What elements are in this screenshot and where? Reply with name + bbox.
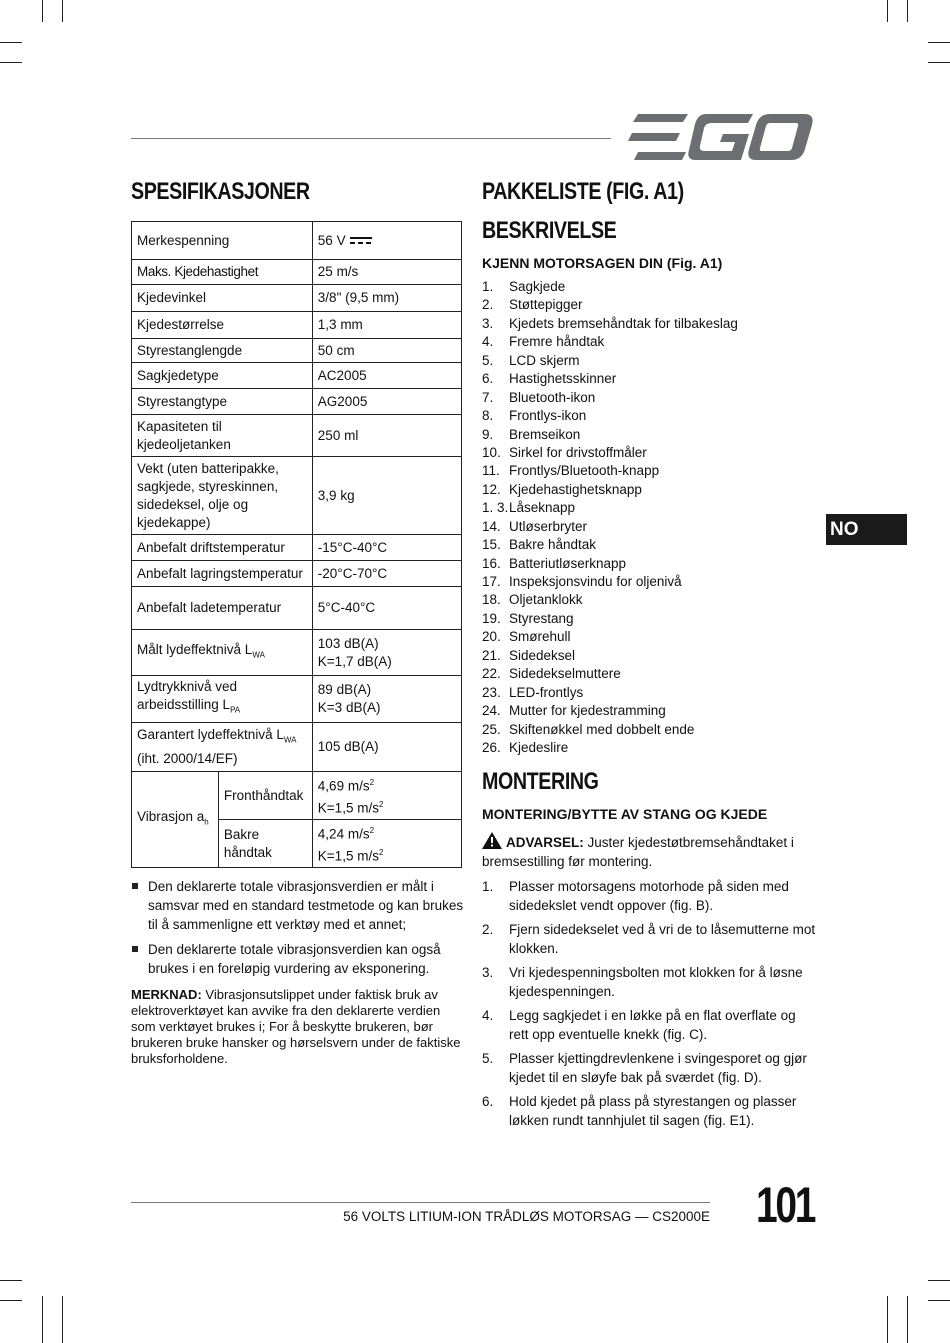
list-item: 4. Fremre håndtak (482, 334, 605, 350)
spec-label: Sagkjedetype (132, 363, 313, 389)
beskrivelse-title: BESKRIVELSE (482, 217, 617, 244)
crop-mark (887, 0, 888, 22)
list-item: 26. Kjedeslire (482, 739, 569, 755)
spec-title: SPESIFIKASJONER (131, 178, 310, 205)
warning-triangle-icon (482, 832, 502, 849)
spec-label: Garantert lydeffektnivå $L_{WA}$ (iht. 2000/14/EF) (132, 723, 313, 772)
list-item: 5. Plasser kjettingdrevlenkene i svingesporet og gjør kjedet til en sløyfe bak på sværdet (fig. D). (482, 1051, 807, 1085)
list-item: 23. LED-frontlys (482, 684, 584, 700)
crop-mark (928, 42, 950, 43)
list-item: 9. Bremseikon (482, 426, 581, 442)
spec-table (131, 221, 462, 868)
footer-rule (131, 1202, 710, 1203)
spec-label: Maks. Kjedehastighet (132, 260, 313, 285)
spec-value: 4,24 $m/s^2$ K=1,5 $m/s^2$ (312, 820, 461, 868)
spec-value: 3,9 kg (312, 457, 461, 535)
parts-list (482, 278, 822, 757)
spec-label: Lydtrykknivå ved arbeidsstilling $L_{PA}$ (132, 676, 313, 723)
page-number: 101 (756, 1177, 815, 1233)
list-item: 10. Sirkel for drivstoffmåler (482, 444, 647, 460)
spec-value: 250 ml (312, 415, 461, 457)
list-item: 7. Bluetooth-ikon (482, 389, 596, 405)
crop-mark (0, 42, 22, 43)
crop-mark (0, 62, 22, 63)
spec-value: 105 dB(A) (312, 723, 461, 772)
list-item: 6. Hold kjedet på plass på styrestangen og plasser løkken rundt tannhjulet til sagen (fig. E1). (482, 1094, 797, 1128)
list-item: 11. Frontlys/Bluetooth-knapp (482, 463, 660, 479)
table-row (132, 535, 462, 561)
crop-mark (928, 62, 950, 63)
spec-value: -20°C-70°C (312, 561, 461, 587)
spec-label: Merkespenning (132, 222, 313, 260)
montering-title: MONTERING (482, 768, 599, 795)
spec-label: Vekt (uten batteripakke, sagkjede, styreskinnen, sidedeksel, olje og kjedekappe) (132, 457, 313, 535)
montering-subtitle: MONTERING/BYTTE AV STANG OG KJEDE (482, 806, 768, 822)
list-item: 6. Hastighetsskinner (482, 371, 617, 387)
spec-label: Kapasiteten til kjedeoljetanken (132, 415, 313, 457)
spec-value: 3/8" (9,5 mm) (312, 285, 461, 312)
spec-value: -15°C-40°C (312, 535, 461, 561)
list-item: 21. Sidedeksel (482, 647, 576, 663)
footer-text: 56 VOLTS LITIUM-ION TRÅDLØS MOTORSAG — CS2000E (343, 1209, 710, 1224)
list-item: 12. Kjedehastighetsknapp (482, 481, 642, 497)
notes-list (131, 877, 466, 984)
crop-mark (907, 0, 908, 22)
list-item: 25. Skiftenøkkel med dobbelt ende (482, 721, 695, 737)
list-item: 2. Fjern sidedekselet ved å vri de to låsemutterne mot klokken. (482, 922, 816, 956)
spec-value: 25 m/s (312, 260, 461, 285)
list-item: 14. Utløserbryter (482, 518, 588, 534)
beskrivelse-subtitle: KJENN MOTORSAGEN DIN (Fig. A1) (482, 255, 723, 271)
language-tab: NO (826, 514, 907, 545)
merknad-note: MERKNAD: Vibrasjonsutslippet under faktisk bruk av elektroverktøyet kan avvike fra den deklarerte verdien som verktøyet brukes i; For å beskytte brukeren, bør brukeren bruke hansker og hørselsvern under de faktiske bruksforholdene. (131, 987, 461, 1066)
table-row (132, 363, 462, 389)
bullet-square-icon (132, 883, 138, 889)
spec-value: 89 dB(A) K=3 dB(A) (312, 676, 461, 723)
spec-value: 103 dB(A) K=1,7 dB(A) (312, 630, 461, 676)
crop-mark (887, 1296, 888, 1343)
crop-mark (62, 1296, 63, 1343)
spec-label: Kjedestørrelse (132, 312, 313, 339)
crop-mark (62, 0, 63, 22)
list-item: 3. Kjedets bremsehåndtak for tilbakeslag (482, 315, 738, 331)
montering-steps (482, 877, 817, 1135)
spec-value: AG2005 (312, 389, 461, 415)
table-row (132, 312, 462, 339)
table-row (132, 772, 462, 820)
crop-mark (928, 1300, 950, 1301)
spec-value: 50 cm (312, 339, 461, 363)
spec-label: Styrestanglengde (132, 339, 313, 363)
spec-label: Anbefalt driftstemperatur (132, 535, 313, 561)
list-item: 24. Mutter for kjedestramming (482, 703, 666, 719)
list-item: 4. Legg sagkjedet i en løkke på en flat overflate og rett opp eventuelle knekk (fig. C). (482, 1008, 796, 1042)
list-item: 20. Smørehull (482, 629, 571, 645)
table-row (132, 415, 462, 457)
spec-value: 56 V (312, 222, 461, 260)
crop-mark (907, 1296, 908, 1343)
spec-sublabel: Bakre håndtak (218, 820, 312, 868)
list-item: Den deklarerte totale vibrasjonsverdien kan også brukes i en foreløpig vurdering av eksponering. (131, 940, 466, 978)
table-row (132, 339, 462, 363)
list-item: 18. Oljetanklokk (482, 592, 583, 608)
warning-note: ADVARSEL: Juster kjedestøtbremsehåndtaket i bremsestilling før montering. (482, 832, 817, 871)
list-item: 15. Bakre håndtak (482, 537, 597, 553)
table-row (132, 723, 462, 772)
list-item: 1. Sagkjede (482, 279, 566, 294)
table-row (132, 457, 462, 535)
bullet-square-icon (132, 946, 138, 952)
spec-sublabel: Fronthåndtak (218, 772, 312, 820)
pakke-title: PAKKELISTE (FIG. A1) (482, 178, 684, 205)
spec-label: Styrestangtype (132, 389, 313, 415)
crop-mark (42, 1296, 43, 1343)
spec-value: 4,69 $m/s^2$ K=1,5 $m/s^2$ (312, 772, 461, 820)
spec-label: Anbefalt ladetemperatur (132, 587, 313, 630)
list-item: 22. Sidedekselmuttere (482, 666, 621, 682)
spec-label: Kjedevinkel (132, 285, 313, 312)
crop-mark (928, 1280, 950, 1281)
list-item: 2. Støttepigger (482, 297, 583, 313)
ego-logo (628, 114, 813, 160)
table-row (132, 587, 462, 630)
crop-mark (0, 1300, 22, 1301)
spec-value: 1,3 mm (312, 312, 461, 339)
list-item: 19. Styrestang (482, 610, 574, 626)
spec-label: Anbefalt lagringstemperatur (132, 561, 313, 587)
header-rule (131, 138, 611, 139)
table-row (132, 222, 462, 260)
list-item: 17. Inspeksjonsvindu for oljenivå (482, 574, 682, 589)
table-row (132, 676, 462, 723)
crop-mark (42, 0, 43, 22)
table-row (132, 260, 462, 285)
spec-label: Vibrasjon $a_h$ (132, 772, 219, 868)
spec-value: AC2005 (312, 363, 461, 389)
list-item: 1. 3.Låseknapp (482, 500, 576, 516)
table-row (132, 561, 462, 587)
list-item: 5. LCD skjerm (482, 352, 580, 368)
spec-value: 5°C-40°C (312, 587, 461, 630)
list-item: 3. Vri kjedespenningsbolten mot klokken for å løsne kjedespenningen. (482, 965, 803, 999)
table-row (132, 630, 462, 676)
table-row (132, 285, 462, 312)
crop-mark (0, 1280, 22, 1281)
dc-symbol-icon (350, 236, 372, 246)
table-row (132, 389, 462, 415)
list-item: 16. Batteriutløserknapp (482, 555, 627, 571)
spec-label: Målt lydeffektnivå $L_{WA}$ (132, 630, 313, 676)
list-item: 8. Frontlys-ikon (482, 408, 587, 424)
list-item: 1. Plasser motorsagens motorhode på siden med sidedekslet vendt oppover (fig. B). (482, 879, 789, 913)
list-item: Den deklarerte totale vibrasjonsverdien er målt i samsvar med en standard testmetode og kan brukes til å sammenligne ett verktøy med et annet; (131, 877, 466, 934)
